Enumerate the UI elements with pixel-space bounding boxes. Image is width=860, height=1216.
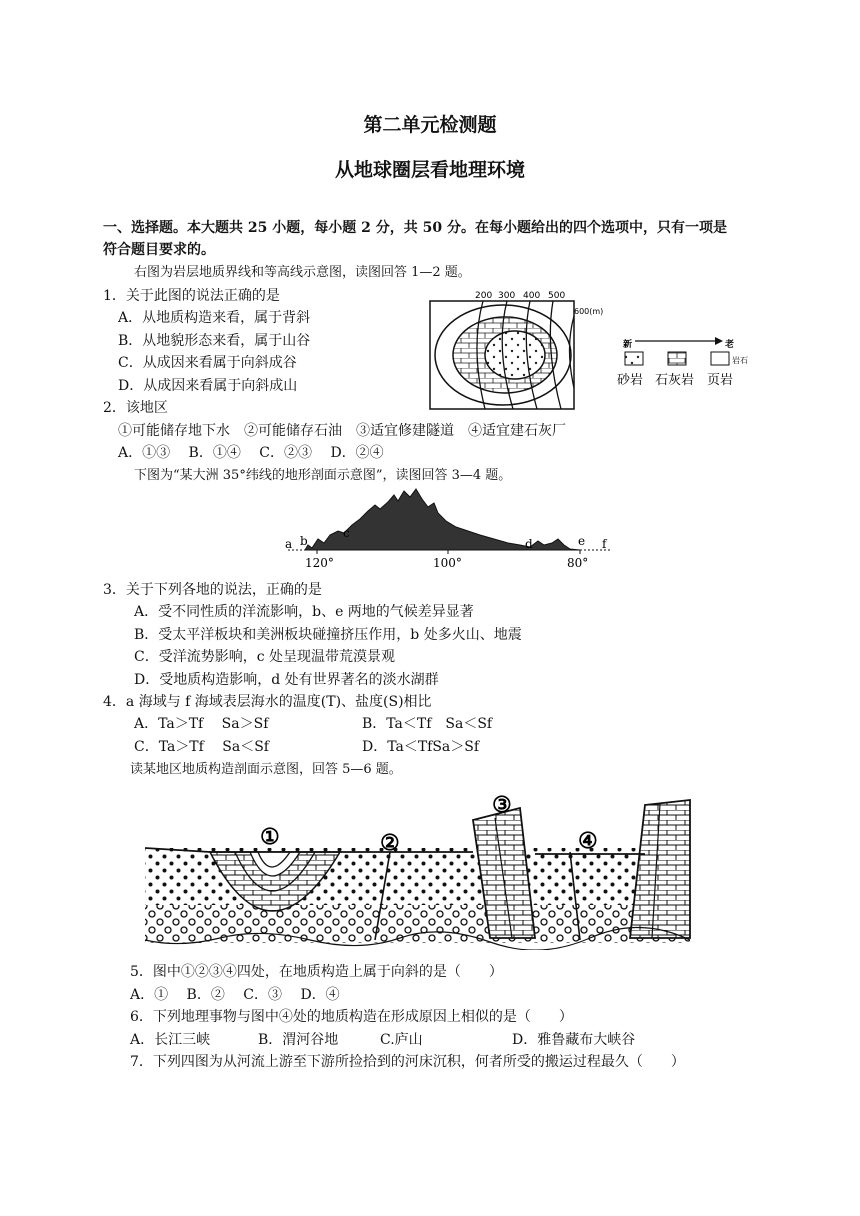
legend-item: 石灰岩 [655, 373, 695, 388]
shale-swatch [711, 352, 729, 365]
q3-stem: 3．关于下列各地的说法，正确的是 [103, 582, 322, 598]
intro-q1-2: 右图为岩层地质界线和等高线示意图，读图回答 1—2 题。 [134, 265, 471, 280]
q1-option-d: D．从成因来看属于向斜成山 [118, 378, 298, 394]
q4-option-b: B．Ta＜Tf Sa＜Sf [362, 716, 493, 732]
profile-label-f: f [602, 537, 607, 551]
structure-label-2: ② [380, 830, 400, 856]
legend-item: 页岩 [707, 373, 734, 388]
structure-label-1: ① [260, 824, 280, 850]
legend-new-label: 新 [623, 340, 633, 350]
q4-option-a: A．Ta＞Tf Sa＞Sf [134, 716, 269, 732]
q1-stem: 1．关于此图的说法正确的是 [103, 288, 280, 304]
legend-old-label: 老 [725, 340, 735, 350]
sandstone-swatch [625, 352, 643, 365]
contour-label-600: 600(m) [574, 307, 604, 316]
q4-stem: 4．a 海域与 f 海域表层海水的温度(T)、盐度(S)相比 [103, 694, 432, 710]
longitude-tick: 80° [567, 556, 589, 570]
q6-option-a: A．长江三峡 [130, 1032, 211, 1048]
q4-option-c: C．Ta＞Tf Sa＜Sf [134, 739, 269, 755]
section-header-line1: 一、选择题。本大题共 25 小题，每小题 2 分，共 50 分。在每小题给出的四个选项中，只有一项是 [103, 220, 727, 236]
q1-option-a: A．从地质构造来看，属于背斜 [118, 310, 311, 326]
legend-rock-label: 岩石 [732, 356, 748, 365]
page-subtitle: 从地球圈层看地理环境 [334, 159, 525, 181]
q6-stem: 6．下列地理事物与图中④处的地质构造在形成原因上相似的是（ ） [130, 1009, 573, 1025]
contour-label: 400 [523, 291, 541, 301]
q6-option-c: C.庐山 [380, 1032, 423, 1048]
q7-stem: 7．下列四图为从河流上游至下游所捡拾到的河床沉积，何者所受的搬运过程最久（ ） [130, 1054, 685, 1070]
q5-choices: A．① B．② C．③ D．④ [130, 987, 340, 1003]
longitude-tick: 100° [433, 556, 462, 570]
profile-label-d: d [525, 537, 533, 551]
q4-option-d: D．Ta＜TfSa＞Sf [362, 739, 480, 755]
q5-stem: 5．图中①②③④四处，在地质构造上属于向斜的是（ ） [130, 964, 503, 980]
intro-q3-4: 下图为“某大洲 35°纬线的地形剖面示意图”，读图回答 3—4 题。 [134, 468, 512, 483]
q2-stem: 2．该地区 [103, 400, 168, 416]
terrain-profile [280, 487, 615, 572]
q3-option-c: C．受洋流势影响，c 处呈现温带荒漠景观 [134, 649, 396, 665]
section-header-line2: 符合题目要求的。 [103, 242, 215, 258]
q6-option-b: B．渭河谷地 [258, 1032, 339, 1048]
profile-label-b: b [300, 534, 308, 548]
q3-option-b: B．受太平洋板块和美洲板块碰撞挤压作用，b 处多火山、地震 [134, 627, 522, 643]
arrow-head-icon [715, 337, 723, 345]
page-title: 第二单元检测题 [363, 114, 497, 136]
contour-label: 500 [548, 291, 566, 301]
intro-q5-6: 读某地区地质构造剖面示意图，回答 5—6 题。 [130, 762, 402, 777]
structure-label-3: ③ [492, 792, 512, 818]
q2-choices: A．①③ B．①④ C．②③ D．②④ [118, 445, 384, 461]
longitude-tick: 120° [305, 556, 334, 570]
q6-option-d: D．雅鲁藏布大峡谷 [512, 1032, 636, 1048]
profile-label-e: e [578, 534, 586, 548]
profile-label-c: c [343, 526, 350, 540]
limestone-swatch [668, 352, 686, 365]
geology-contour-map [425, 288, 780, 413]
contour-label: 300 [498, 291, 516, 301]
contour-label: 200 [475, 291, 493, 301]
q3-option-d: D．受地质构造影响，d 处有世界著名的淡水湖群 [134, 672, 439, 688]
q1-option-b: B．从地貌形态来看，属于山谷 [118, 333, 311, 349]
q3-option-a: A．受不同性质的洋流影响，b、e 两地的气候差异显著 [134, 604, 474, 620]
profile-label-a: a [285, 537, 293, 551]
q1-option-c: C．从成因来看属于向斜成谷 [118, 355, 297, 371]
legend-item: 砂岩 [617, 373, 644, 388]
geologic-cross-section [140, 790, 695, 950]
q2-options: ①可能储存地下水 ②可能储存石油 ③适宜修建隧道 ④适宜建石灰厂 [118, 423, 566, 439]
structure-label-4: ④ [578, 828, 598, 854]
